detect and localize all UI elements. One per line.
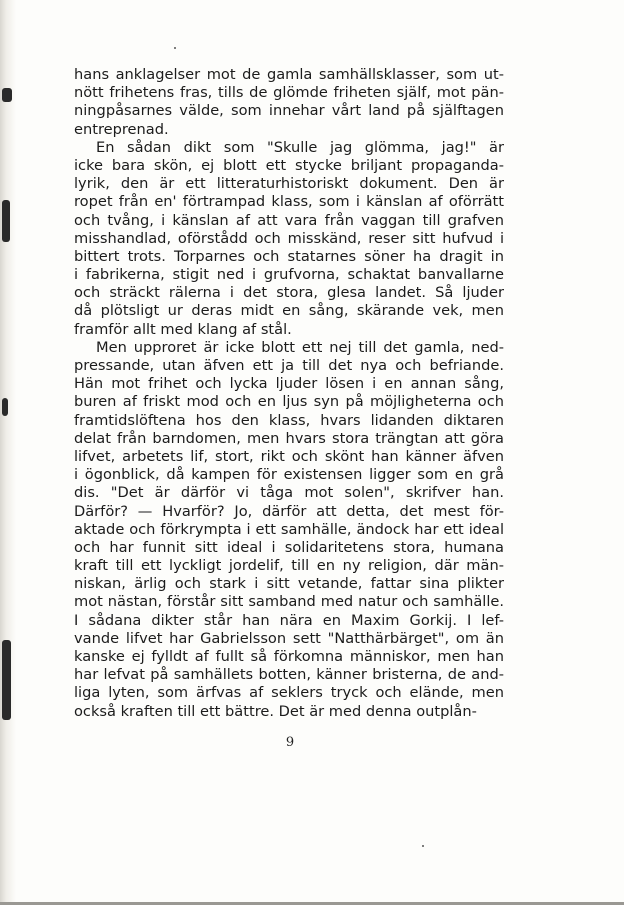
paper-speck (174, 47, 176, 49)
text-line: lyrik, den är ett litteraturhistoriskt dokument. Den är (74, 175, 504, 193)
text-line: bittert trots. Torparnes och statarnes söner ha dragit in (74, 247, 504, 265)
text-line: niskan, ärlig och stark i sitt vetande, fattar sina plikter (74, 575, 504, 593)
text-line: och har funnit sitt ideal i solidaritetens stora, humana (74, 538, 504, 556)
binding-shadow-mark (2, 398, 8, 416)
text-line: misshandlad, oförstådd och misskänd, reser sitt hufvud i (74, 229, 504, 247)
text-line: pressande, utan äfven ett ja till det nya och befriande. (74, 357, 504, 374)
text-line: dis. "Det är därför vi tåga mot solen", skrifver han. (74, 484, 504, 502)
text-line: kanske ej fylldt af fullt så förkomna människor, men han (74, 648, 504, 665)
text-line: Därför? — Hvarför? Jo, därför att detta, det mest för- (74, 502, 504, 520)
text-line: delat från barndomen, men hvars stora trängtan att göra (74, 429, 504, 447)
text-line: icke bara skön, ej blott ett stycke briljant propaganda- (74, 156, 504, 174)
text-line: och sträckt rälerna i det stora, glesa landet. Så ljuder (74, 284, 504, 302)
text-line: liga lyten, som ärfvas af seklers tryck och elände, men (74, 684, 504, 702)
body-text (74, 66, 504, 721)
binding-shadow-mark (2, 200, 10, 242)
page-number: 9 (285, 735, 295, 750)
paper-speck (422, 845, 424, 847)
text-line: Hän mot frihet och lycka ljuder lösen i en annan sång, (74, 375, 504, 393)
binding-shadow-mark (2, 640, 11, 720)
text-line: då plötsligt ur deras midt en sång, skärande vek, men (74, 302, 504, 320)
text-line: vande lifvet har Gabrielsson sett "Natthärbärget", om än (74, 629, 504, 647)
paragraph (74, 66, 504, 139)
paragraph (74, 339, 504, 721)
text-line: framför allt med klang af stål. (74, 320, 292, 338)
text-line: framtidslöftena hos den klass, hvars lidanden diktaren (74, 411, 504, 429)
text-line: mot nästan, förstår sitt samband med natur och samhälle. (74, 593, 504, 611)
text-line: och tvång, i känslan af att vara från vaggan till grafven (74, 211, 504, 229)
text-line: hans anklagelser mot de gamla samhällsklasser, som ut- (74, 66, 504, 83)
text-line: En sådan dikt som "Skulle jag glömma, jag!" är (96, 138, 504, 156)
text-line: också kraften till ett bättre. Det är med denna outplån- (74, 702, 477, 720)
text-line: I sådana dikter står han nära en Maxim Gorkij. I lef- (74, 611, 504, 629)
text-line: entreprenad. (74, 120, 169, 138)
text-line: ropet från en' förtrampad klass, som i känslan af oförrätt (74, 193, 504, 211)
text-line: buren af friskt mod och en ljus syn på möjligheterna och (74, 393, 504, 411)
text-line: nött frihetens fras, tills de glömde friheten själf, mot pän- (74, 84, 504, 102)
text-line: i ögonblick, då kampen för existensen ligger som en grå (74, 466, 504, 484)
text-line: har lefvat på samhällets botten, känner bristerna, de and- (74, 666, 504, 684)
page-binding-edge (0, 0, 16, 905)
text-line: kraft till ett lyckligt jordelif, till en ny religion, där män- (74, 557, 504, 575)
text-line: ningpåsarnes välde, som innehar vårt land på själftagen (74, 102, 504, 120)
text-line: Men upproret är icke blott ett nej till det gamla, ned- (96, 338, 504, 356)
text-line: aktade och förkrympta i ett samhälle, ändock har ett ideal (74, 520, 504, 538)
binding-shadow-mark (2, 88, 12, 102)
text-line: lifvet, arbetets lif, stort, rikt och skönt han känner äfven (74, 447, 504, 465)
paragraph (74, 139, 504, 339)
text-line: i fabrikerna, stigit ned i grufvorna, schaktat banvallarne (74, 266, 504, 284)
